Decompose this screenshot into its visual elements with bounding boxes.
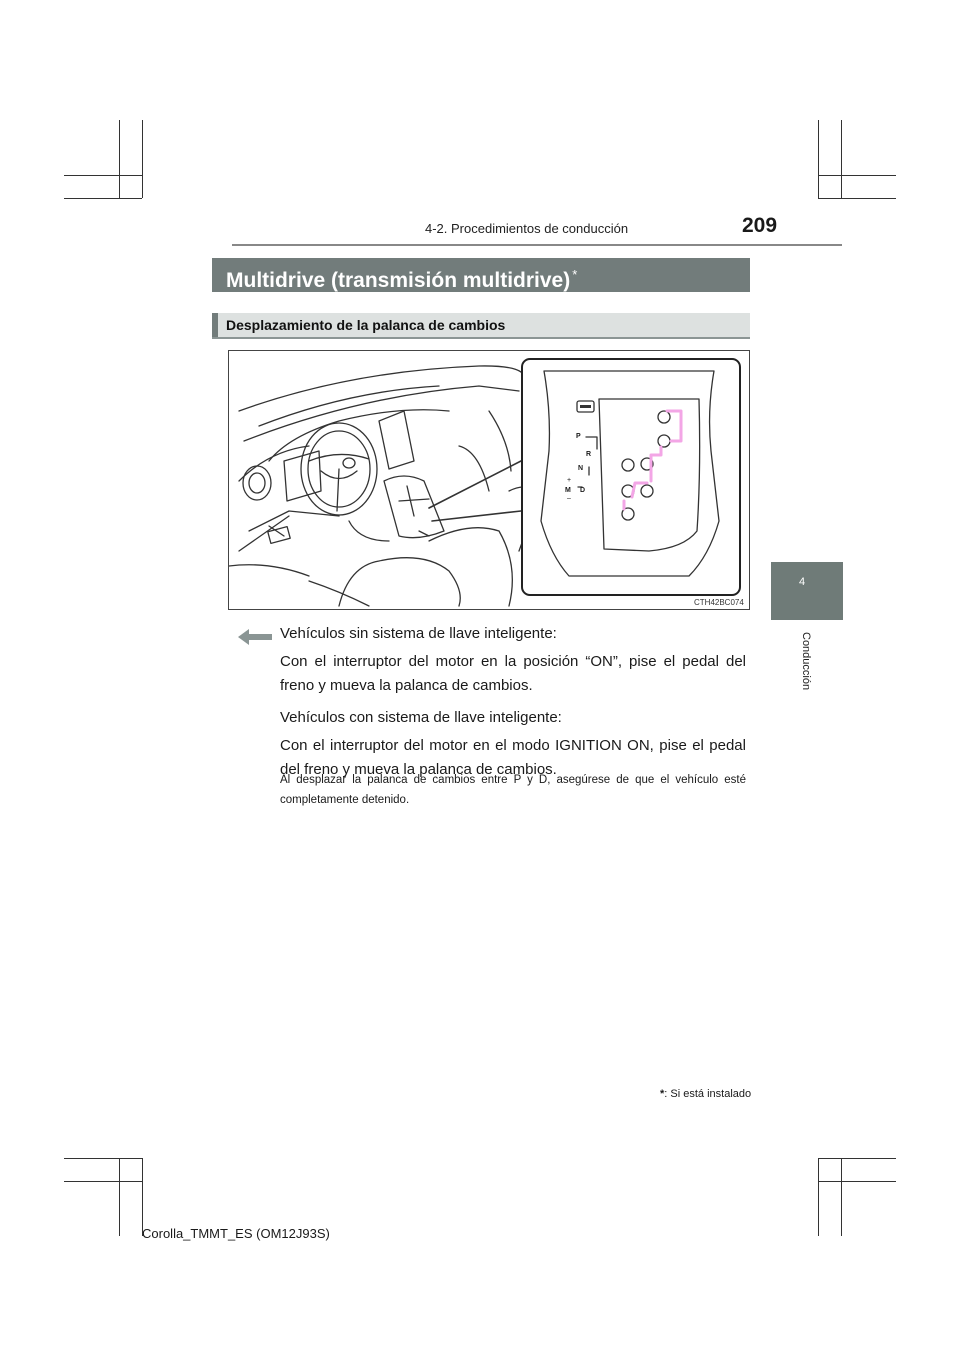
section-title-marker: * [572, 267, 578, 282]
car-interior-drawing [229, 351, 749, 609]
gate-label-m: M [565, 487, 571, 494]
page-number: 209 [742, 214, 778, 237]
caution-note: Al desplazar la palanca de cambios entre P y D, asegúrese de que el vehículo esté completamente detenido. [280, 774, 746, 806]
document-footer: Corolla_TMMT_ES (OM12J93S) [142, 1226, 330, 1241]
subsection-accent [212, 313, 218, 337]
chapter-tab-number: 4 [799, 576, 806, 588]
body-paragraph: Con el interruptor del motor en el modo IGNITION ON, pise el pedal del freno y mueva la palanca de cambios. [280, 737, 746, 778]
gate-label-n: N [578, 465, 584, 472]
subsection-title [212, 313, 750, 339]
figure-code: CTH42BC074 [694, 598, 744, 607]
body-paragraph: Vehículos con sistema de llave inteligente: [280, 709, 562, 726]
footnote-marker: * [660, 1088, 665, 1100]
footnote [660, 1088, 751, 1100]
body-paragraph: Con el interruptor del motor en la posición “ON”, pise el pedal del freno y mueva la palanca de cambios. [280, 653, 746, 694]
subsection-title-text: Desplazamiento de la palanca de cambios [226, 317, 506, 333]
chapter-heading: 4-2. Procedimientos de conducción [425, 221, 629, 236]
gate-label-r: R [586, 451, 592, 458]
gate-label-d: D [580, 487, 586, 494]
header-divider [232, 244, 842, 246]
gate-label-p: P [576, 433, 581, 440]
body-paragraph: Vehículos sin sistema de llave inteligente: [280, 625, 557, 642]
left-arrow-icon [238, 628, 272, 646]
footnote-text: : Si está instalado [664, 1088, 752, 1100]
gate-label-minus: – [567, 495, 571, 502]
chapter-tab [771, 562, 843, 620]
gate-label-plus: + [567, 477, 572, 484]
section-title [212, 258, 750, 292]
chapter-tab-label: Conducción [800, 632, 812, 691]
shift-lever-illustration [228, 350, 750, 610]
section-title-text: Multidrive (transmisión multidrive) [226, 269, 571, 292]
